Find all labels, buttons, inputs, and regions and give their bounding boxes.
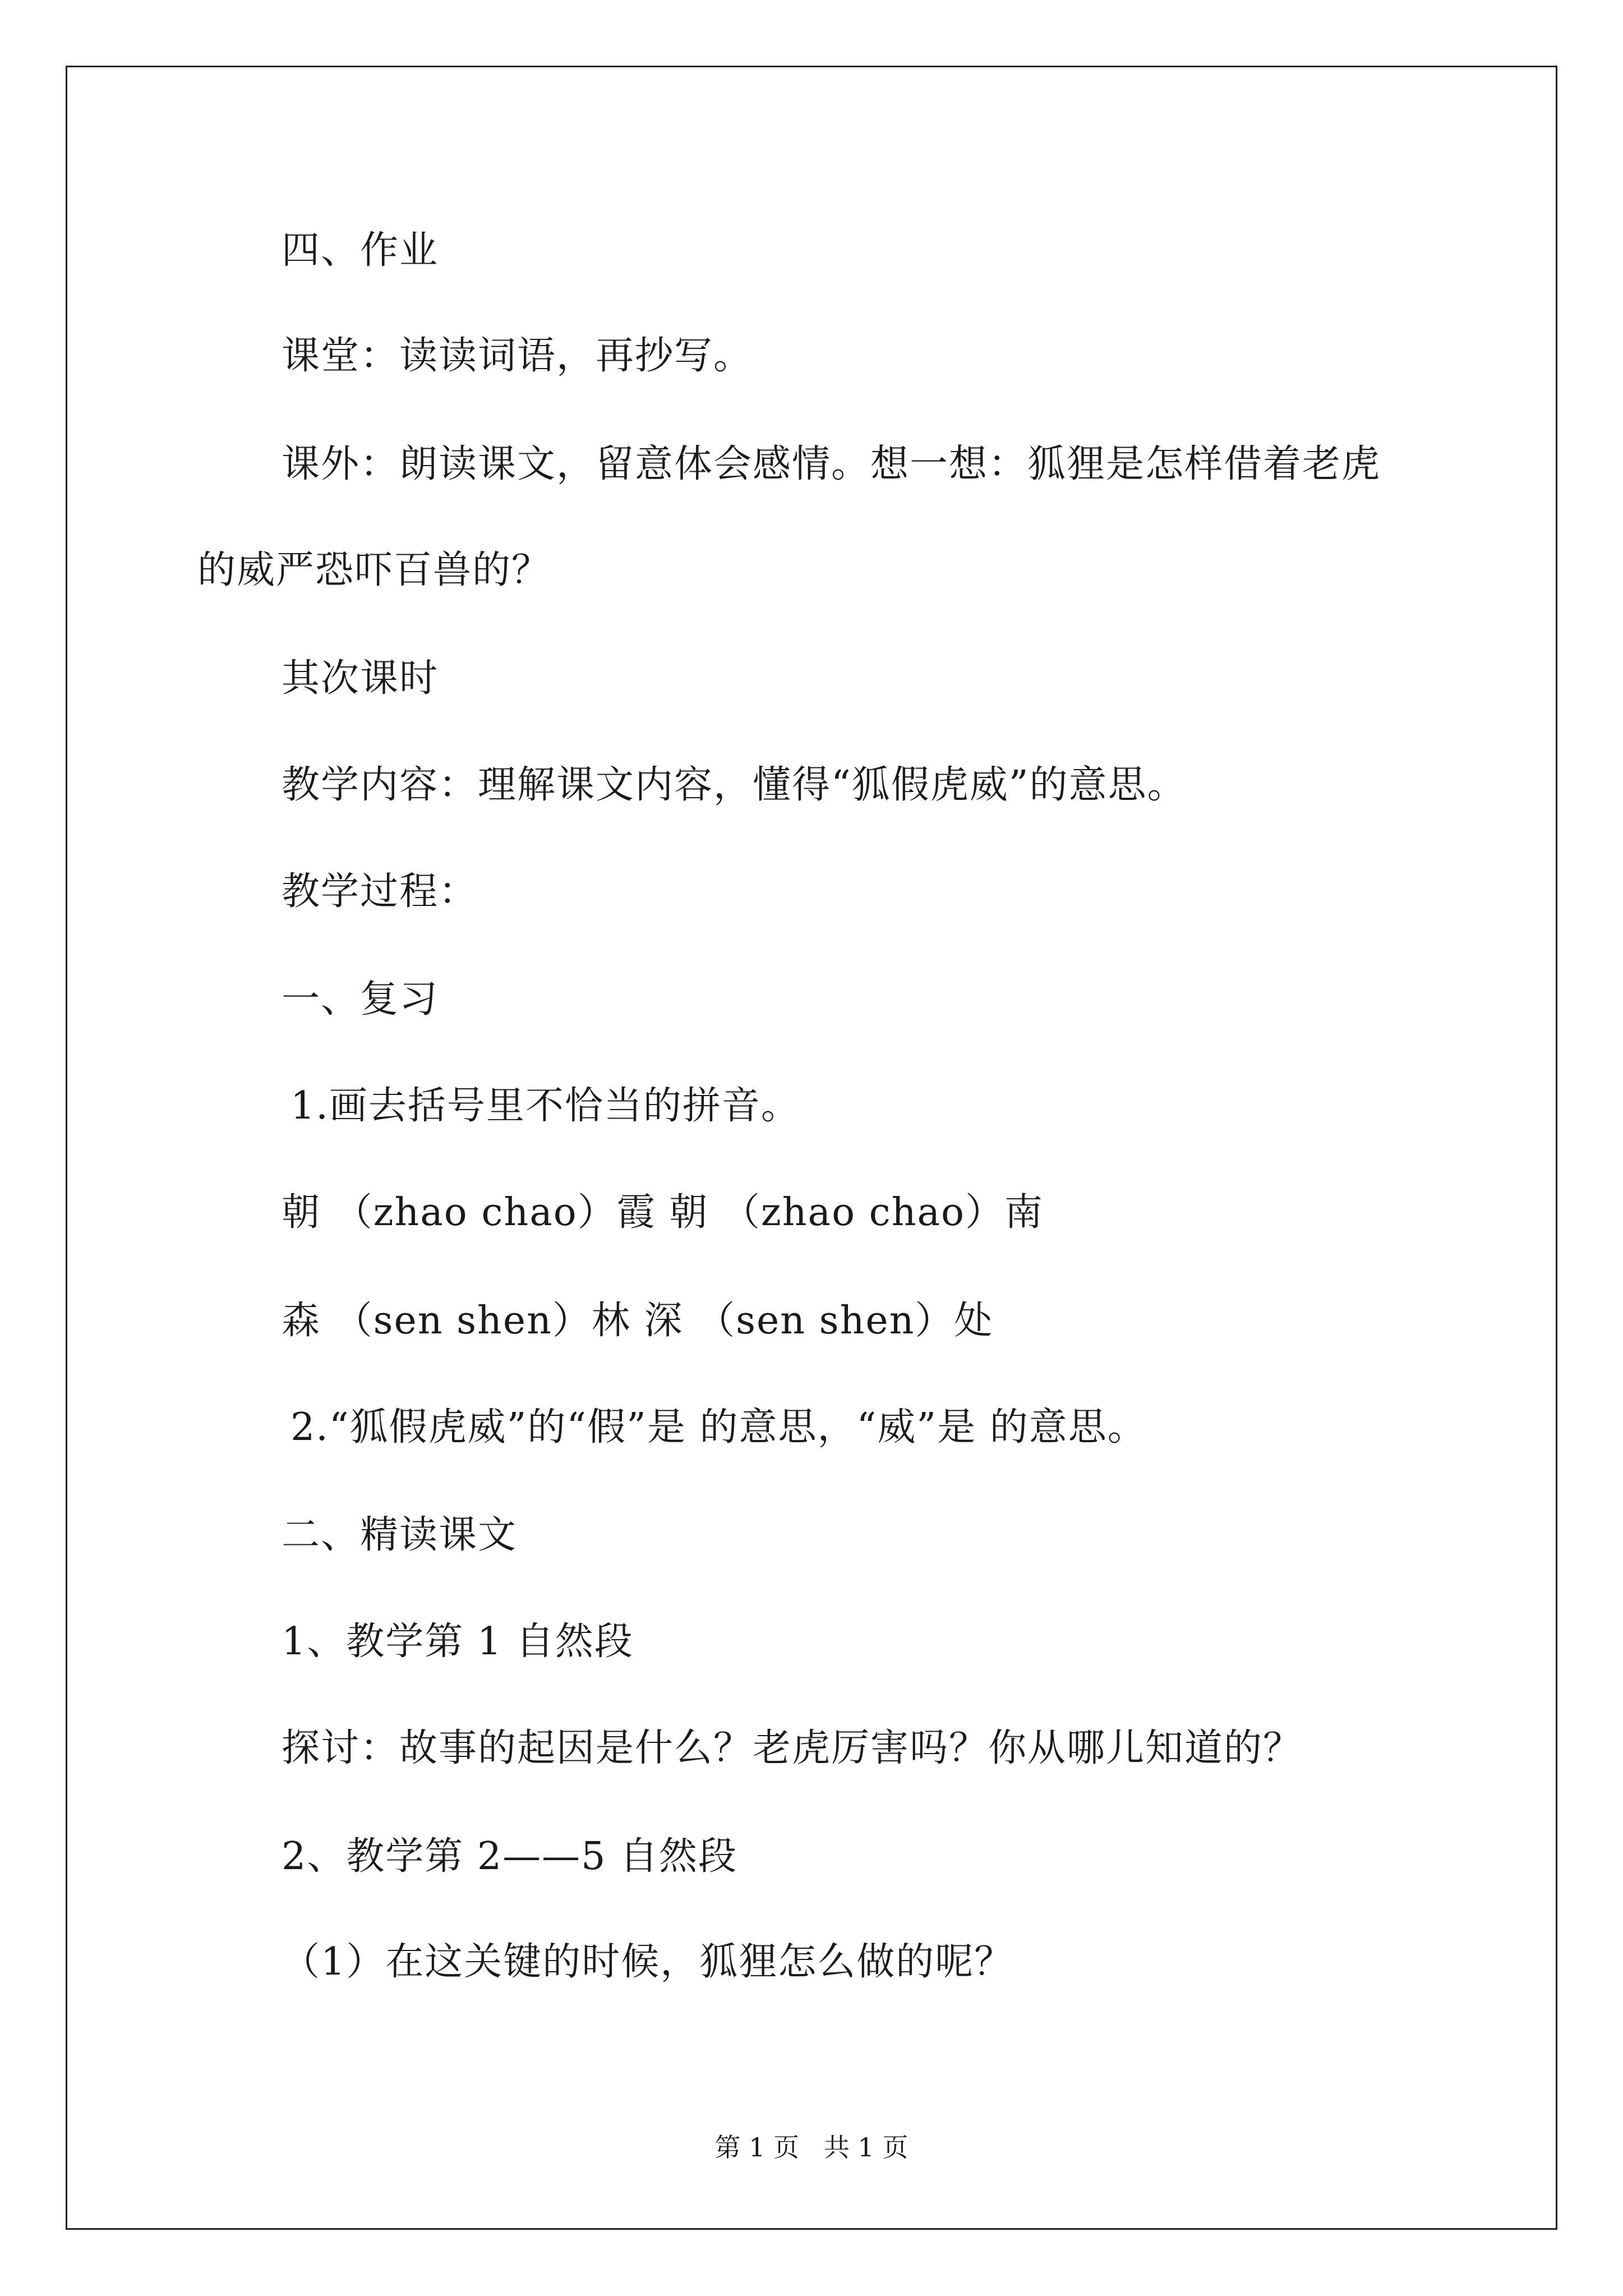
page-border	[66, 66, 1557, 2230]
discussion-questions: 探讨：故事的起因是什么？老虎厉害吗？你从哪儿知道的？	[282, 1726, 1303, 1770]
page-footer: 第 1 页 共 1 页	[714, 2132, 909, 2162]
section-paragraphs-2-5: 2、教学第 2——5 自然段	[282, 1834, 738, 1879]
paragraph-teaching-content: 教学内容：理解课文内容，懂得“狐假虎威”的意思。	[282, 763, 1187, 807]
exercise-2-fill-blank: 2.“狐假虎威”的“假”是 的意思，“威”是 的意思。	[291, 1405, 1147, 1450]
heading-review: 一、复习	[282, 977, 439, 1022]
paragraph-after-class-task-continued: 的威严恐吓百兽的？	[197, 548, 551, 592]
heading-homework: 四、作业	[282, 228, 439, 273]
section-paragraph-1: 1、教学第 1 自然段	[282, 1619, 634, 1664]
heading-second-lesson: 其次课时	[282, 656, 439, 701]
exercise-1-pinyin-row-2: 森 （sen shen）林 深 （sen shen）处	[282, 1299, 994, 1343]
exercise-1-pinyin-row-1: 朝 （zhao chao）霞 朝 （zhao chao）南	[282, 1190, 1044, 1235]
paragraph-classroom-task: 课堂：读读词语，再抄写。	[282, 334, 753, 378]
heading-teaching-process: 教学过程：	[282, 869, 478, 914]
question-1: （1）在这关键的时候，狐狸怎么做的呢？	[282, 1940, 1014, 1984]
exercise-1-instruction: 1.画去括号里不恰当的拼音。	[291, 1084, 800, 1128]
heading-close-reading: 二、精读课文	[282, 1513, 518, 1557]
paragraph-after-class-task: 课外：朗读课文，留意体会感情。想一想：狐狸是怎样借着老虎	[282, 442, 1381, 486]
